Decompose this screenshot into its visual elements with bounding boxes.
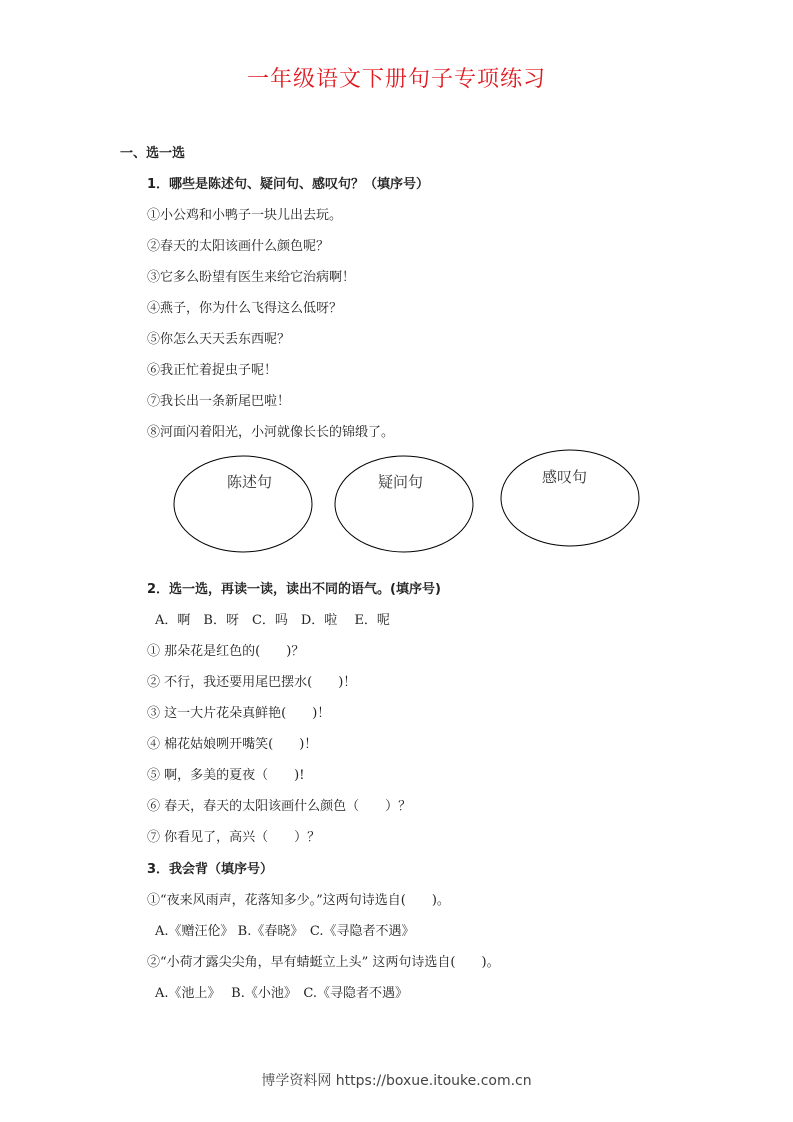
- section-heading: 一、选一选: [120, 146, 186, 161]
- oval-question-label: 疑问句: [378, 473, 424, 491]
- footer-watermark: 博学资料网 https://boxue.itouke.com.cn: [261, 1073, 532, 1089]
- q2-item-7: ⑦ 你看见了，高兴（ ）？: [147, 830, 321, 845]
- q1-item-3: ③它多么盼望有医生来给它治病啊！: [147, 270, 356, 285]
- q1-item-2: ②春天的太阳该画什么颜色呢？: [147, 239, 330, 254]
- q3-options-2: A.《池上》 B.《小池》 C.《寻隐者不遇》: [155, 986, 408, 1001]
- classification-ovals: [170, 448, 650, 558]
- q2-item-1: ① 那朵花是红色的( )？: [147, 644, 305, 659]
- q2-options: A．啊 B．呀 C．吗 D．啦 E．呢: [155, 613, 390, 628]
- q2-item-3: ③ 这一大片花朵真鲜艳( )！: [147, 706, 331, 721]
- q2-item-5: ⑤ 啊，多美的夏夜（ )!: [147, 768, 305, 783]
- q2-item-2: ② 不行，我还要用尾巴摆水( )！: [147, 675, 357, 690]
- q3-options-1: A.《赠汪伦》 B.《春晓》 C.《寻隐者不遇》: [155, 924, 415, 939]
- question-1-prompt: 1．哪些是陈述句、疑问句、感叹句？（填序号）: [147, 177, 430, 192]
- q3-item-1: ①“夜来风雨声，花落知多少。”这两句诗选自( )。: [147, 893, 450, 908]
- oval-exclamation-label: 感叹句: [542, 468, 588, 486]
- oval-statement[interactable]: [174, 456, 312, 552]
- question-2-prompt: 2．选一选，再读一读，读出不同的语气。(填序号): [147, 582, 441, 597]
- q3-item-2: ②“小荷才露尖尖角，早有蜻蜓立上头” 这两句诗选自( )。: [147, 955, 500, 970]
- q2-item-4: ④ 棉花姑娘咧开嘴笑( )！: [147, 737, 318, 752]
- q1-item-6: ⑥我正忙着捉虫子呢！: [147, 363, 278, 378]
- oval-exclamation[interactable]: [501, 450, 639, 546]
- q2-item-6: ⑥ 春天，春天的太阳该画什么颜色（ ）？: [147, 799, 412, 814]
- oval-question[interactable]: [335, 456, 473, 552]
- page-title: 一年级语文下册句子专项练习: [246, 67, 546, 92]
- q1-item-4: ④燕子，你为什么飞得这么低呀？: [147, 301, 343, 316]
- q1-item-1: ①小公鸡和小鸭子一块儿出去玩。: [147, 208, 343, 223]
- q1-item-5: ⑤你怎么天天丢东西呢？: [147, 332, 291, 347]
- oval-statement-label: 陈述句: [227, 473, 273, 491]
- question-3-prompt: 3．我会背（填序号）: [147, 862, 274, 877]
- q1-item-7: ⑦我长出一条新尾巴啦！: [147, 394, 291, 409]
- q1-item-8: ⑧河面闪着阳光，小河就像长长的锦缎了。: [147, 425, 395, 440]
